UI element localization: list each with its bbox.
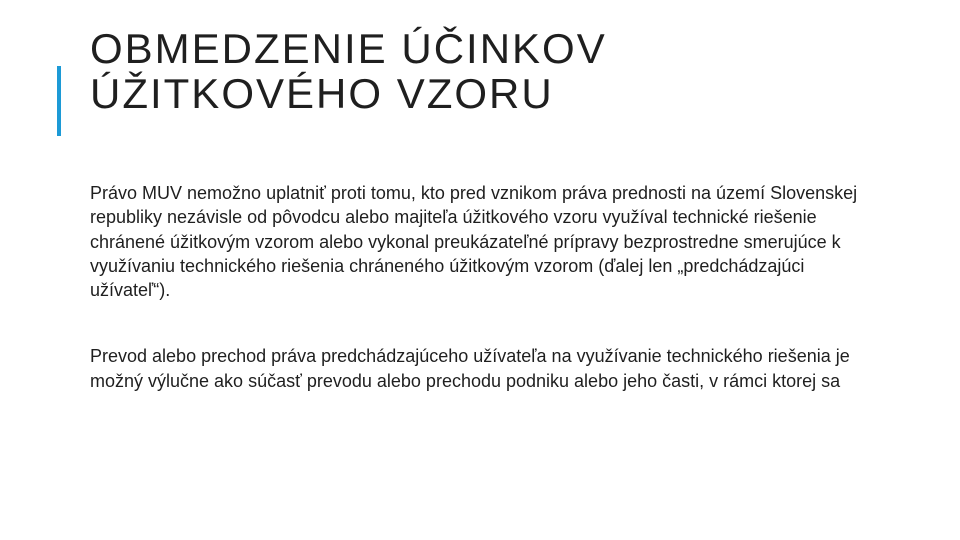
slide-body <box>90 181 860 393</box>
body-paragraph-1: Právo MUV nemožno uplatniť proti tomu, kto pred vznikom práva prednosti na území Slovenskej republiky nezávisle od pôvodcu alebo majiteľa úžitkového vzoru využíval technické riešenie chránené úžitkovým vzorom alebo vykonal preukázateľné prípravy bezprostredne smerujúce k využívaniu technického riešenia chráneného úžitkovým vzorom (ďalej len „predchádzajúci užívateľ“). <box>90 183 858 301</box>
body-paragraph-2: Prevod alebo prechod práva predchádzajúceho užívateľa na využívanie technického riešenia je možný výlučne ako súčasť prevodu alebo prechodu podniku alebo jeho časti, v rámci ktorej sa <box>90 346 850 391</box>
slide-title-line-2: ÚŽITKOVÉHO VZORU <box>90 70 554 117</box>
slide-title-line-1: OBMEDZENIE ÚČINKOV <box>90 25 607 72</box>
title-accent-bar <box>57 66 61 136</box>
slide-title <box>90 26 607 116</box>
